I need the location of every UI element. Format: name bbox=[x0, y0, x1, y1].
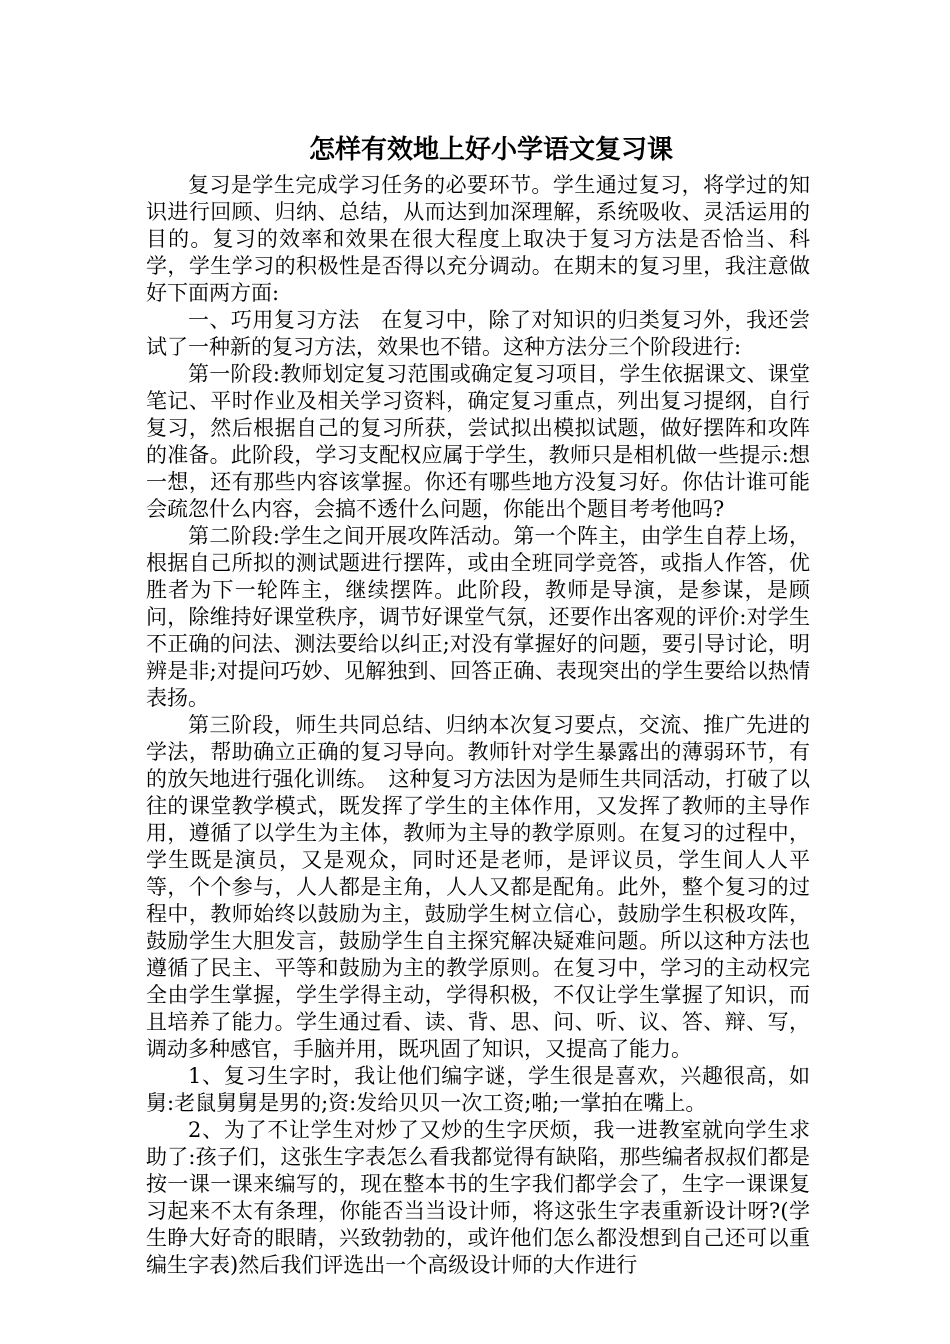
paragraph-item-one: 1、复习生字时，我让他们编字谜，学生很是喜欢，兴趣很高，如舅:老鼠舅舅是男的;资:发给贝贝一次工资;啪;一掌拍在嘴上。 bbox=[146, 1064, 810, 1115]
paragraph-stage-one: 第一阶段:教师划定复习范围或确定复习项目，学生依据课文、课堂笔记、平时作业及相关学习资料，确定复习重点，列出复习提纲，自行复习，然后根据自己的复习所获，尝试拟出模拟试题，做好摆阵和攻阵的准备。此阶段，学习支配权应属于学生，教师只是相机做一些提示:想一想，还有那些内容该掌握。你还有哪些地方没复习好。你估计谁可能会疏忽什么内容，会搞不透什么问题，你能出个题目考考他吗? bbox=[146, 362, 810, 521]
paragraph-stage-two: 第二阶段:学生之间开展攻阵活动。第一个阵主，由学生自荐上场，根据自己所拟的测试题进行摆阵，或由全班同学竞答，或指人作答，优胜者为下一轮阵主，继续摆阵。此阶段，教师是导演，是参谋，是顾问，除维持好课堂秩序，调节好课堂气氛，还要作出客观的评价:对学生不正确的问法、测法要给以纠正;对没有掌握好的问题，要引导讨论，明辨是非;对提问巧妙、见解独到、回答正确、表现突出的学生要给以热情表扬。 bbox=[146, 524, 810, 710]
document-title: 怎样有效地上好小学语文复习课 bbox=[308, 135, 673, 165]
paragraph-item-two: 2、为了不让学生对炒了又炒的生字厌烦，我一进教室就向学生求助了:孩子们，这张生字表怎么看我都觉得有缺陷，那些编者叔叔们都是按一课一课来编写的，现在整本书的生字我们都学会了，生字一课课复习起来不太有条理，你能否当当设计师，将这张生字表重新设计呀?(学生睁大好奇的眼睛，兴致勃勃的，或许他们怎么都没想到自己还可以重编生字表)然后我们评选出一个高级设计师的大作进行 bbox=[146, 1118, 810, 1277]
paragraph-intro: 复习是学生完成学习任务的必要环节。学生通过复习，将学过的知识进行回顾、归纳、总结，从而达到加深理解，系统吸收、灵活运用的目的。复习的效率和效果在很大程度上取决于复习方法是否恰当、科学，学生学习的积极性是否得以充分调动。在期末的复习里，我注意做好下面两方面: bbox=[146, 173, 810, 305]
document-page bbox=[146, 130, 810, 1279]
paragraph-stage-three: 第三阶段，师生共同总结、归纳本次复习要点，交流、推广先进的学法，帮助确立正确的复习导向。教师针对学生暴露出的薄弱环节，有的放矢地进行强化训练。 这种复习方法因为是师生共同活动，打破了以往的课堂教学模式，既发挥了学生的主体作用，又发挥了教师的主导作用，遵循了以学生为主体，教师为主导的教学原则。在复习的过程中，学生既是演员，又是观众，同时还是老师，是评议员，学生间人人平等，个个参与，人人都是主角，人人又都是配角。此外，整个复习的过程中，教师始终以鼓励为主，鼓励学生树立信心，鼓励学生积极攻阵，鼓励学生大胆发言，鼓励学生自主探究解决疑难问题。所以这种方法也遵循了民主、平等和鼓励为主的教学原则。在复习中，学习的主动权完全由学生掌握，学生学得主动，学得积极，不仅让学生掌握了知识，而且培养了能力。学生通过看、读、背、思、问、听、议、答、辩、写，调动多种感官，手脑并用，既巩固了知识，又提高了能力。 bbox=[146, 713, 810, 1061]
paragraph-method: 一、巧用复习方法 在复习中，除了对知识的归类复习外，我还尝试了一种新的复习方法，效果也不错。这种方法分三个阶段进行: bbox=[146, 308, 810, 359]
